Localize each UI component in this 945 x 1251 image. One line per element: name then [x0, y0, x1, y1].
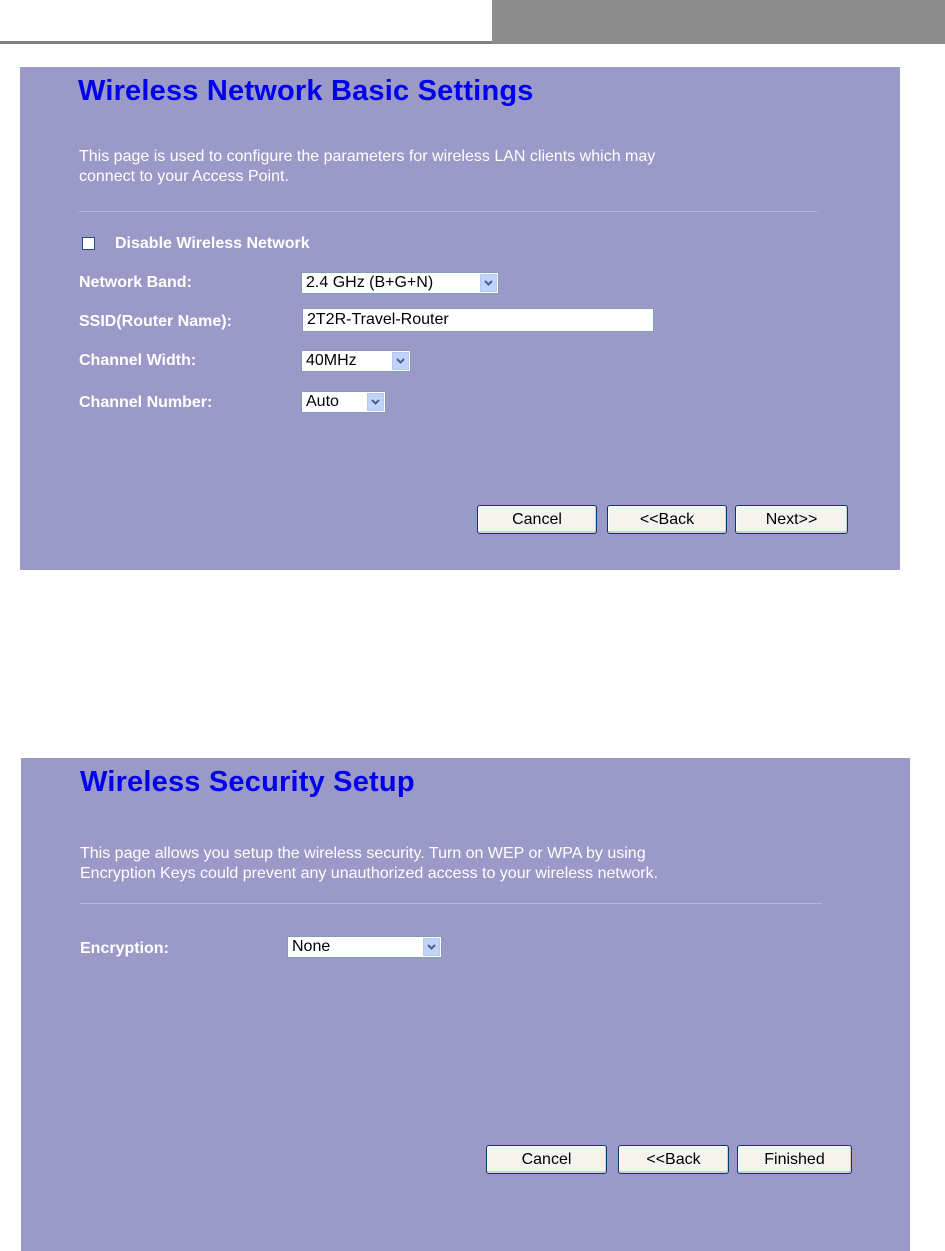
back-button[interactable]: <<Back	[607, 505, 727, 534]
cancel-button[interactable]: Cancel	[486, 1145, 607, 1174]
encryption-label: Encryption:	[80, 940, 169, 957]
network-band-label: Network Band:	[79, 274, 192, 291]
channel-number-select[interactable]	[301, 391, 386, 413]
divider	[79, 211, 817, 212]
disable-wireless-label: Disable Wireless Network	[115, 235, 310, 252]
page-title: Wireless Security Setup	[80, 766, 415, 798]
chevron-down-icon[interactable]	[480, 274, 497, 292]
channel-number-value: Auto	[306, 393, 339, 410]
page-title: Wireless Network Basic Settings	[78, 75, 534, 107]
divider	[80, 903, 822, 904]
disable-wireless-checkbox[interactable]	[82, 237, 95, 250]
security-setup-panel	[21, 758, 910, 1251]
chevron-down-icon[interactable]	[423, 938, 440, 956]
channel-width-select[interactable]	[301, 350, 411, 372]
encryption-value: None	[292, 938, 331, 955]
chevron-down-icon[interactable]	[392, 352, 409, 370]
basic-settings-panel	[20, 67, 900, 570]
finished-button[interactable]: Finished	[737, 1145, 852, 1174]
ssid-input[interactable]: 2T2R-Travel-Router	[302, 308, 654, 332]
page-description-line-1: This page is used to configure the parameters for wireless LAN clients which may	[79, 148, 656, 165]
page-description-line-2: Encryption Keys could prevent any unauthorized access to your wireless network.	[80, 865, 659, 882]
header-bar	[492, 0, 945, 44]
channel-width-label: Channel Width:	[79, 352, 197, 369]
back-button[interactable]: <<Back	[618, 1145, 729, 1174]
channel-width-value: 40MHz	[306, 352, 357, 369]
network-band-select[interactable]	[301, 272, 499, 294]
ssid-label: SSID(Router Name):	[79, 313, 232, 330]
page-description-line-1: This page allows you setup the wireless security. Turn on WEP or WPA by using	[80, 845, 646, 862]
encryption-select[interactable]	[287, 936, 442, 958]
channel-number-label: Channel Number:	[79, 394, 213, 411]
header-rule	[0, 41, 495, 44]
cancel-button[interactable]: Cancel	[477, 505, 597, 534]
next-button[interactable]: Next>>	[735, 505, 848, 534]
page-description-line-2: connect to your Access Point.	[79, 168, 289, 185]
network-band-value: 2.4 GHz (B+G+N)	[306, 274, 434, 291]
chevron-down-icon[interactable]	[367, 393, 384, 411]
